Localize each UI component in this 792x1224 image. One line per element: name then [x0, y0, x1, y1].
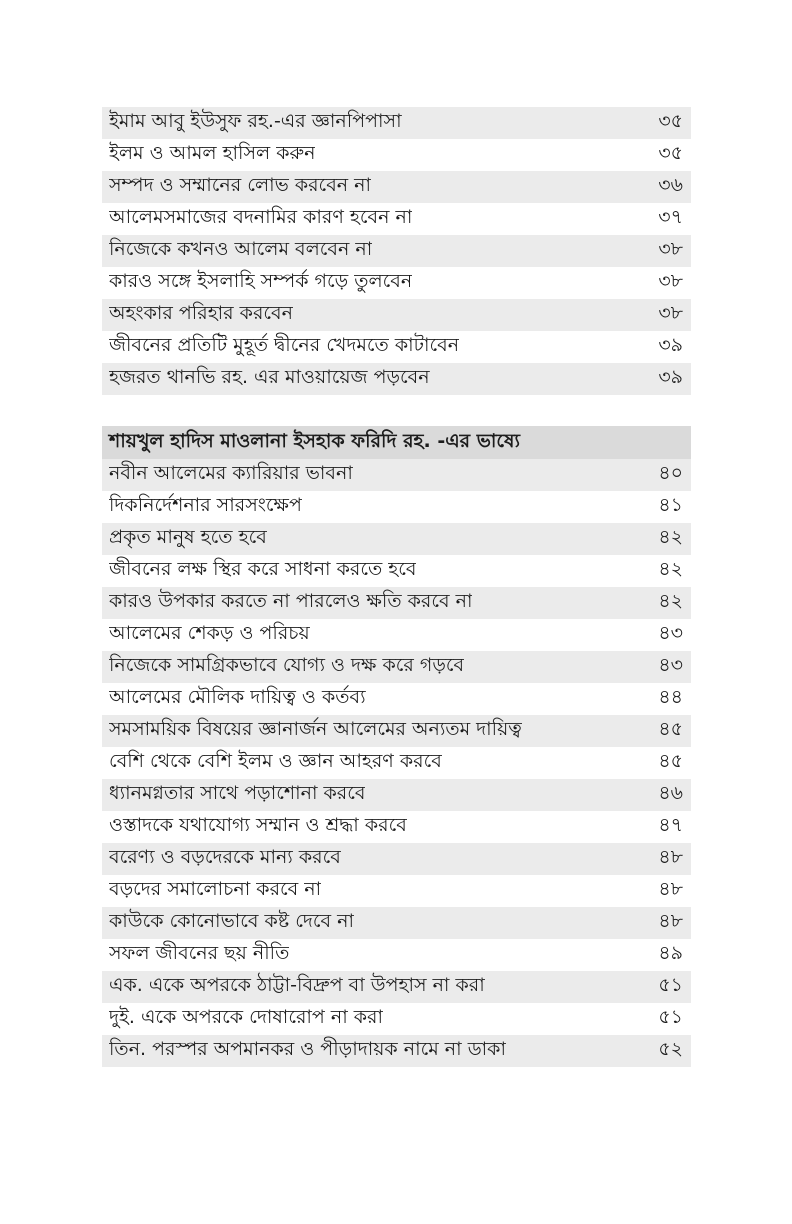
toc-entry-page: ৪১: [658, 494, 683, 516]
toc-entry-page: ৪৬: [658, 782, 683, 804]
toc-entry-title: জীবনের প্রতিটি মুহূর্ত দ্বীনের খেদমতে কাটাবেন: [109, 334, 460, 356]
toc-entry: [102, 747, 691, 779]
toc-entry: [102, 875, 691, 907]
toc-entry: [102, 459, 691, 491]
toc-entry-title: ইমাম আবু ইউসুফ রহ.-এর জ্ঞানপিপাসা: [109, 110, 402, 132]
toc-entry: [102, 331, 691, 363]
toc-entry-title: জীবনের লক্ষ স্থির করে সাধনা করতে হবে: [109, 558, 417, 580]
toc-entry: [102, 363, 691, 395]
toc-entry-page: ৫২: [658, 1038, 683, 1060]
toc-entry-title: বড়দের সমালোচনা করবে না: [109, 878, 322, 900]
toc-entry-page: ৪৮: [658, 846, 683, 868]
section-heading: [102, 426, 691, 459]
toc-entry: [102, 811, 691, 843]
toc-entry-page: ৪৪: [658, 686, 683, 708]
toc-entry-title: বেশি থেকে বেশি ইলম ও জ্ঞান আহরণ করবে: [109, 750, 442, 772]
toc-entry-page: ৫১: [658, 974, 683, 996]
toc-entry-title: অহংকার পরিহার করবেন: [109, 302, 293, 324]
toc-entry: [102, 683, 691, 715]
toc-entry: [102, 619, 691, 651]
toc-entry-title: কারও উপকার করতে না পারলেও ক্ষতি করবে না: [109, 590, 473, 612]
toc-entry-title: আলেমের শেকড় ও পরিচয়: [109, 622, 310, 644]
toc-entry-page: ৩৯: [658, 366, 683, 388]
toc-entry-page: ৪০: [658, 462, 683, 484]
toc-entry-page: ৪৮: [658, 910, 683, 932]
toc-entry-page: ৩৯: [658, 334, 683, 356]
toc-entry-title: কারও সঙ্গে ইসলাহি সম্পর্ক গড়ে তুলবেন: [109, 270, 413, 292]
toc-entry-page: ৪৭: [658, 814, 683, 836]
toc-entry-page: ৪২: [658, 558, 683, 580]
toc-entry: [102, 171, 691, 203]
toc-list-first: [102, 107, 691, 395]
toc-entry: [102, 843, 691, 875]
toc-entry-page: ৪৯: [658, 942, 683, 964]
toc-entry: [102, 971, 691, 1003]
toc-entry-title: ওস্তাদকে যথাযোগ্য সম্মান ও শ্রদ্ধা করবে: [109, 814, 407, 836]
toc-entry: [102, 107, 691, 139]
toc-entry-title: কাউকে কোনোভাবে কষ্ট দেবে না: [109, 910, 354, 932]
toc-entry: [102, 491, 691, 523]
toc-entry-title: ইলম ও আমল হাসিল করুন: [109, 142, 316, 164]
toc-entry-page: ৩৮: [658, 270, 683, 292]
toc-entry-page: ৩৬: [658, 174, 683, 196]
toc-entry-page: ৩৭: [658, 206, 683, 228]
toc-entry: [102, 555, 691, 587]
toc-entry-title: আলেমসমাজের বদনামির কারণ হবেন না: [109, 206, 413, 228]
toc-entry: [102, 203, 691, 235]
toc-entry: [102, 299, 691, 331]
toc-entry-title: প্রকৃত মানুষ হতে হবে: [109, 526, 267, 548]
toc-entry-title: বরেণ্য ও বড়দেরকে মান্য করবে: [109, 846, 341, 868]
toc-entry: [102, 235, 691, 267]
toc-entry-page: ৪৩: [658, 654, 683, 676]
toc-entry-title: আলেমের মৌলিক দায়িত্ব ও কর্তব্য: [109, 686, 366, 708]
toc-entry-page: ৪৩: [658, 622, 683, 644]
toc-entry: [102, 587, 691, 619]
toc-entry: [102, 267, 691, 299]
toc-entry-title: সম্পদ ও সম্মানের লোভ করবেন না: [109, 174, 372, 196]
toc-entry-title: নিজেকে কখনও আলেম বলবেন না: [109, 238, 373, 260]
toc-entry-title: সফল জীবনের ছয় নীতি: [109, 942, 290, 964]
toc-entry-page: ৪৫: [658, 718, 683, 740]
toc-entry-title: তিন. পরস্পর অপমানকর ও পীড়াদায়ক নামে না ডাকা: [109, 1038, 506, 1060]
toc-entry-page: ৩৮: [658, 238, 683, 260]
toc-entry: [102, 939, 691, 971]
toc-entry: [102, 139, 691, 171]
toc-entry: [102, 651, 691, 683]
toc-entry-title: দিকনির্দেশনার সারসংক্ষেপ: [109, 494, 302, 516]
toc-entry-title: হজরত থানভি রহ. এর মাওয়ায়েজ পড়বেন: [109, 366, 430, 388]
toc-list-second: [102, 426, 691, 1067]
toc-entry: [102, 523, 691, 555]
toc-entry-page: ৩৫: [658, 142, 683, 164]
toc-entry-page: ৪২: [658, 590, 683, 612]
toc-entry-title: ধ্যানমগ্নতার সাথে পড়াশোনা করবে: [109, 782, 366, 804]
toc-entry-title: সমসাময়িক বিষয়ের জ্ঞানার্জন আলেমের অন্যতম দায়িত্ব: [109, 718, 522, 740]
toc-entry-title: নবীন আলেমের ক্যারিয়ার ভাবনা: [109, 462, 353, 484]
toc-entry-title: এক. একে অপরকে ঠাট্টা-বিদ্রুপ বা উপহাস না করা: [109, 974, 485, 996]
toc-entry-page: ৩৮: [658, 302, 683, 324]
toc-entry-page: ৪৮: [658, 878, 683, 900]
toc-entry: [102, 1035, 691, 1067]
toc-entry-page: ৪২: [658, 526, 683, 548]
toc-entry-page: ৩৫: [658, 110, 683, 132]
toc-entry-page: ৫১: [658, 1006, 683, 1028]
toc-entry-title: দুই. একে অপরকে দোষারোপ না করা: [109, 1006, 383, 1028]
section-heading-text: শায়খুল হাদিস মাওলানা ইসহাক ফরিদি রহ. -এর ভাষ্যে: [109, 429, 521, 452]
toc-entry-title: নিজেকে সামগ্রিকভাবে যোগ্য ও দক্ষ করে গড়বে: [109, 654, 465, 676]
toc-entry: [102, 779, 691, 811]
toc-entry: [102, 1003, 691, 1035]
toc-entry-page: ৪৫: [658, 750, 683, 772]
toc-entry: [102, 907, 691, 939]
toc-entry: [102, 715, 691, 747]
